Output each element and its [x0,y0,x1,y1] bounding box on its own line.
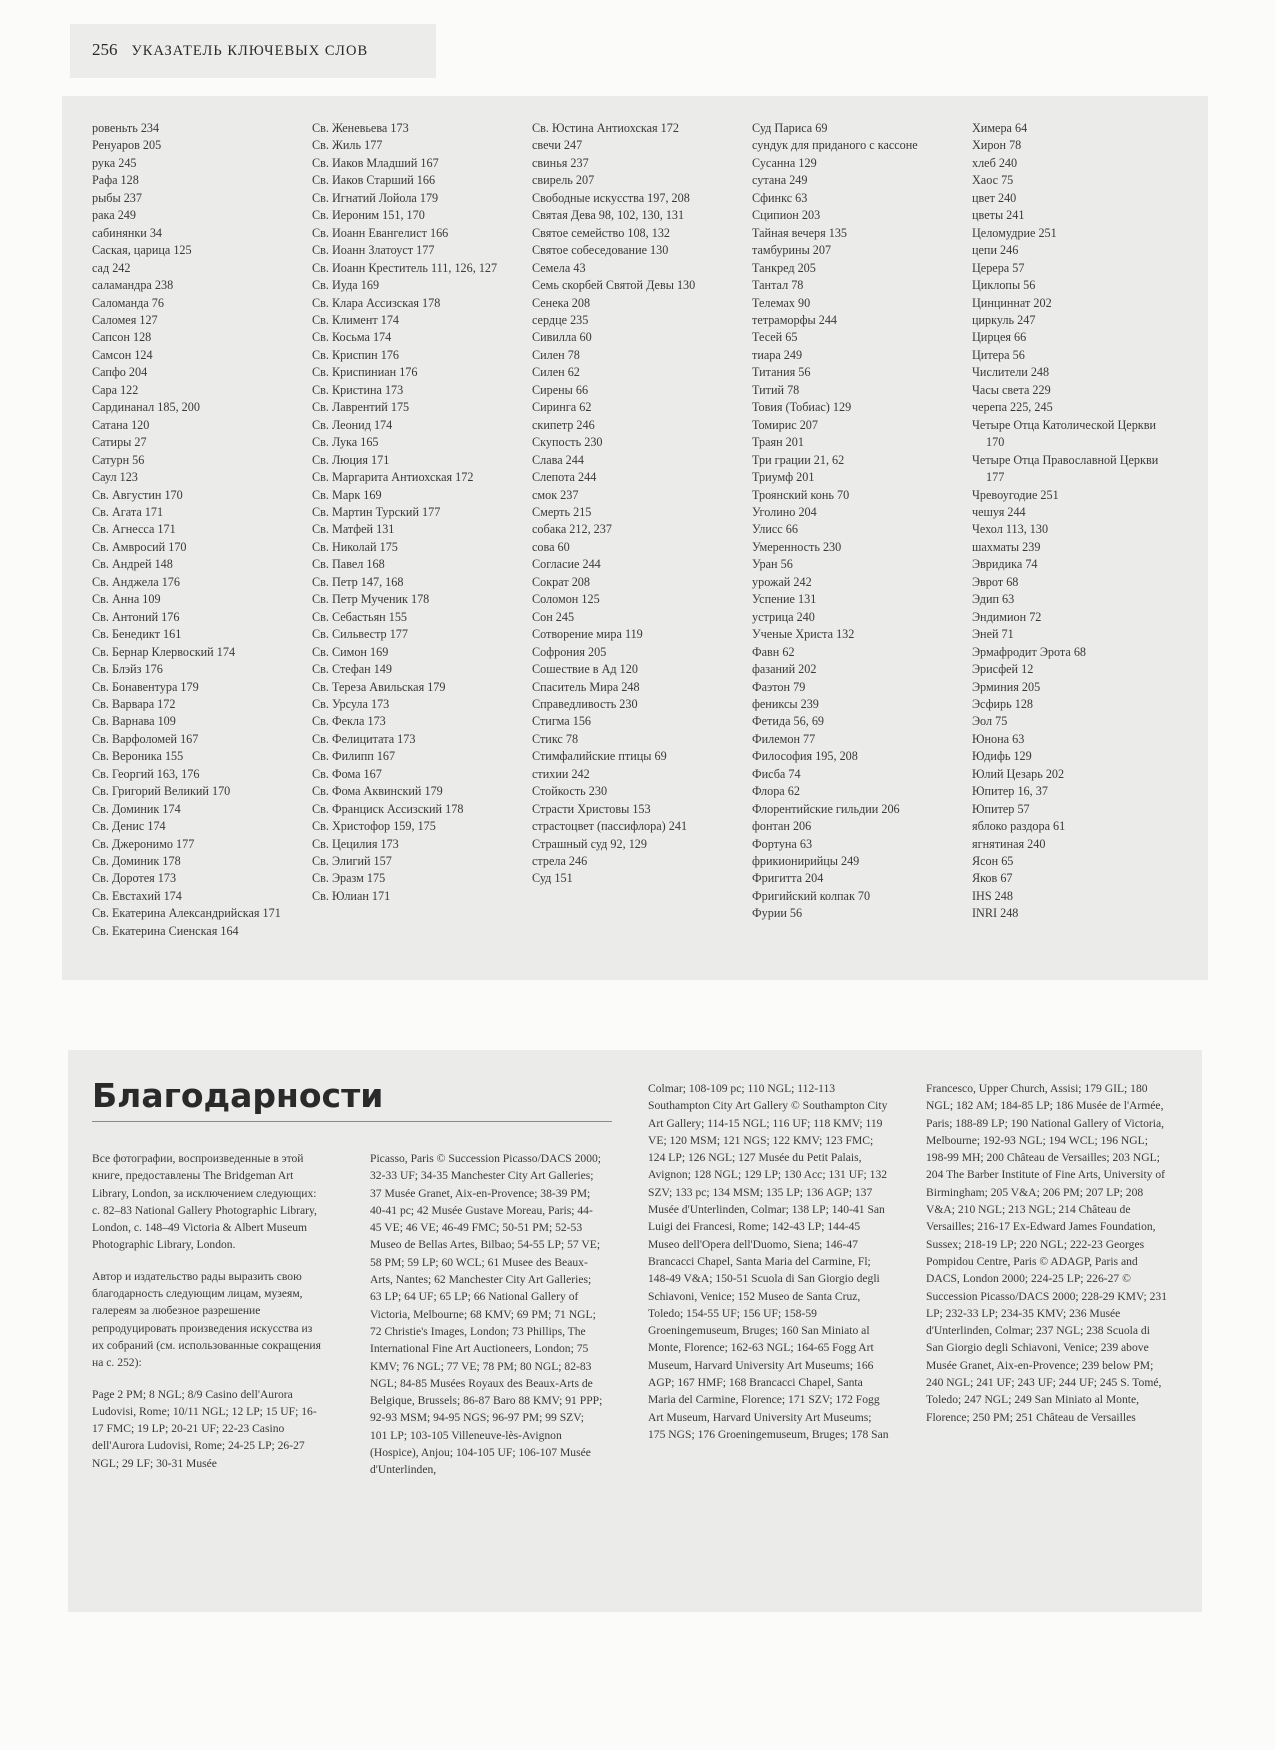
index-entry: Сенека 208 [532,295,591,310]
index-entry: Св. Доминик 178 [92,854,181,869]
index-entry: Телемах 90 [752,295,811,310]
index-entry: Четыре Отца Католической Церкви 170 [972,417,1156,450]
index-entry: Фаэтон 79 [752,679,806,694]
index-entry: Философия 195, 208 [752,749,858,764]
index-entry: Св. Клара Ассизская 178 [312,295,441,310]
index-panel [62,96,1208,980]
index-entry: Св. Тереза Авильская 179 [312,679,446,694]
index-entry: Св. Джеронимо 177 [92,836,195,851]
index-entry: сердце 235 [532,312,589,327]
index-entry: Фригитта 204 [752,871,824,886]
index-entry: Силен 62 [532,365,580,380]
index-entry: Св. Женевьева 173 [312,121,409,135]
index-entry: свинья 237 [532,155,589,170]
index-entry: Соломон 125 [532,592,600,607]
index-entry: Св. Денис 174 [92,819,166,834]
acknowledgements-paragraph: Picasso, Paris © Succession Picasso/DACS 2000; 32-33 UF; 34-35 Manchester City Art Galleries; 37 Musée Granet, Aix-en-Provence; 38-39 PM; 40-41 pc; 42 Musée Gustave Moreau, Paris; 44-45 VE; 46 VE; 46-49 FMC; 50-51 PM; 52-53 Museo de Bellas Artes, Bilbao; 54-55 LP; 57 VE; 58 PM; 59 LP; 60 WCL; 61 Musee des Beaux-Arts, Nantes; 62 Manchester City Art Galleries; 63 LP; 64 UF; 65 LP; 66 National Gallery of Victoria, Melbourne; 68 KMV; 69 PM; 71 NGL; 72 Christie's Images, London; 73 Phillips, The International Fine Art Auctioneers, London; 75 KMV; 76 NGL; 77 VE; 78 PM; 80 NGL; 82-83 NGL; 84-85 Musées Royaux des Beaux-Arts de Belgique, Brussels; 86-87 Baro 88 KMV; 91 PPP; 92-93 MSM; 94-95 NGS; 96-97 PM; 99 SZV; 101 LP; 103-105 Villeneuve-lès-Avignon (Hospice), Anjou; 104-105 UF; 106-107 Musée d'Unterlinden, [370,1152,603,1477]
acknowledgements-panel [68,1050,1202,1612]
index-entry: Томирис 207 [752,417,818,432]
index-entry: Св. Люция 171 [312,452,390,467]
index-entry: Св. Марк 169 [312,487,382,502]
index-entry: урожай 242 [752,574,812,589]
index-entry: Семела 43 [532,260,586,275]
index-entry: IHS 248 [972,888,1013,903]
index-entry: Св. Агнесса 171 [92,522,176,537]
index-entry: сад 242 [92,260,131,275]
index-column-5 [972,120,1172,923]
index-entry: чешуя 244 [972,504,1026,519]
index-entry: Тесей 65 [752,330,798,345]
index-entry: Фурии 56 [752,906,803,921]
index-entry: Св. Варвара 172 [92,696,176,711]
index-entry: Циклопы 56 [972,278,1036,293]
index-entry: Стимфалийские птицы 69 [532,749,667,764]
index-entry: свечи 247 [532,138,583,153]
index-entry: рыбы 237 [92,190,142,205]
index-entry: Св. Иоанн Креститель 111, 126, 127 [312,260,498,275]
index-entry: Св. Леонид 174 [312,417,393,432]
index-entry: Ученые Христа 132 [752,627,855,642]
index-entry: Св. Бенедикт 161 [92,627,182,642]
index-entry: Сатурн 56 [92,452,145,467]
index-entry: Св. Доротея 173 [92,871,177,886]
index-entry: Св. Иаков Младший 167 [312,155,439,170]
index-entry: Св. Юстина Антиохская 172 [532,121,679,135]
index-entry: Фетида 56, 69 [752,714,825,729]
index-entry: Титания 56 [752,365,811,380]
index-entry: Числители 248 [972,365,1050,380]
index-entry: Юлий Цезарь 202 [972,766,1065,781]
index-entry: цвет 240 [972,190,1017,205]
index-entry: Св. Екатерина Сиенская 164 [92,923,239,938]
index-column-4 [752,120,952,923]
index-column-3 [532,120,732,888]
index-entry: Яков 67 [972,871,1013,886]
index-entry: Филемон 77 [752,731,816,746]
index-entry: Св. Петр 147, 168 [312,574,404,589]
index-entry: Успение 131 [752,592,817,607]
index-entry: Св. Климент 174 [312,312,400,327]
index-entry: Сотворение мира 119 [532,627,643,642]
index-entry: Св. Урсула 173 [312,696,390,711]
index-entry: Св. Андрей 148 [92,557,173,572]
index-entry: Св. Кристина 173 [312,382,404,397]
index-entry: тиара 249 [752,347,803,362]
index-entry: Св. Лука 165 [312,435,379,450]
index-entry: Сардинанал 185, 200 [92,400,200,415]
index-entry: сутана 249 [752,173,808,188]
index-entry: Сапфо 204 [92,365,148,380]
index-entry: Товия (Тобиас) 129 [752,400,852,415]
index-entry: Фисба 74 [752,766,801,781]
index-entry: Св. Фелицитата 173 [312,731,416,746]
index-entry: циркуль 247 [972,312,1036,327]
index-entry: саламандра 238 [92,278,174,293]
index-entry: Рафа 128 [92,173,139,188]
index-entry: Св. Лаврентий 175 [312,400,410,415]
index-entry: Стикс 78 [532,731,579,746]
index-entry: Св. Франциск Ассизский 178 [312,801,464,816]
index-entry: стихии 242 [532,766,590,781]
index-entry: Ясон 65 [972,854,1014,869]
index-entry: Св. Августин 170 [92,487,183,502]
index-entry: Св. Цецилия 173 [312,836,399,851]
index-entry: сундук для приданого с кассоне [752,138,918,153]
acknowledgements-column-2 [370,1150,604,1493]
index-entry: Хирон 78 [972,138,1022,153]
acknowledgements-column-3 [648,1080,890,1457]
index-entry: Св. Антоний 176 [92,609,180,624]
index-entry: черепа 225, 245 [972,400,1053,415]
index-entry: Титий 78 [752,382,800,397]
index-entry: фрикионирийцы 249 [752,854,860,869]
index-entry: Триумф 201 [752,470,815,485]
index-entry: Эврот 68 [972,574,1019,589]
index-entry: Эдип 63 [972,592,1015,607]
index-entry: Св. Доминик 174 [92,801,181,816]
index-entry: Свободные искусства 197, 208 [532,190,690,205]
index-entry: ягнятиная 240 [972,836,1046,851]
index-entry: Цирцея 66 [972,330,1027,345]
acknowledgements-paragraph: Все фотографии, воспроизведенные в этой книге, предоставлены The Bridgeman Art Library, London, за исключением следующих: с. 82–83 National Gallery Photographic Library, London, с. 148–49 Victoria & Albert Museum Photographic Library, London. [92,1152,317,1252]
index-entry: Св. Амвросий 170 [92,539,187,554]
acknowledgements-paragraph: Page 2 PM; 8 NGL; 8/9 Casino dell'Aurora Ludovisi, Rome; 10/11 NGL; 12 LP; 15 UF; 16-17 FMC; 19 LP; 20-21 UF; 22-23 Casino dell'Aurora Ludovisi, Rome; 24-25 LP; 26-27 NGL; 29 LF; 30-31 Musée [92,1387,317,1470]
index-entry: Чехол 113, 130 [972,522,1049,537]
index-entry: Сфинкс 63 [752,190,808,205]
index-entry: Св. Агата 171 [92,504,164,519]
index-entry: Св. Блэйз 176 [92,662,163,677]
index-column-1 [92,120,292,940]
index-entry: Самсон 124 [92,347,153,362]
index-entry: сабинянки 34 [92,225,163,240]
acknowledgements-title: Благодарности [92,1076,612,1122]
index-entry: Сусанна 129 [752,155,817,170]
index-entry: фазаний 202 [752,662,817,677]
index-entry: Скупость 230 [532,435,603,450]
index-entry: Сципион 203 [752,208,821,223]
index-entry: яблоко раздора 61 [972,819,1066,834]
index-entry: Сара 122 [92,382,139,397]
index-entry: Церера 57 [972,260,1025,275]
index-entry: Св. Анна 109 [92,592,161,607]
index-entry: Спаситель Мира 248 [532,679,640,694]
index-entry: Фригийский колпак 70 [752,888,871,903]
index-entry: Св. Сильвестр 177 [312,627,408,642]
index-entry: Саул 123 [92,470,138,485]
index-entry: Тайная вечеря 135 [752,225,848,240]
index-entry: стрела 246 [532,854,588,869]
index-entry: хлеб 240 [972,155,1018,170]
index-entry: Св. Екатерина Александрийская 171 [92,906,281,921]
index-entry: Три грации 21, 62 [752,452,845,467]
index-entry: Юпитер 57 [972,801,1030,816]
acknowledgements-paragraph: Francesco, Upper Church, Assisi; 179 GIL; 180 NGL; 182 AM; 184-85 LP; 186 Musée de l'Armée, Paris; 188-89 LP; 190 National Gallery of Victoria, Melbourne; 192-93 NGL; 194 WCL; 196 NGL; 198-99 MH; 200 Château de Versailles; 203 NGL; 204 The Barber Institute of Fine Arts, University of Birmingham; 205 V&A; 206 PM; 207 LP; 208 V&A; 210 NGL; 213 NGL; 214 Château de Versailles; 216-17 Ex-Edward James Foundation, Sussex; 218-19 LP; 220 NGL; 222-23 Georges Pompidou Centre, Paris © ADAGP, Paris and DACS, London 2000; 224-25 LP; 226-27 © Succession Picasso/DACS 2000; 228-29 KMV; 231 LP; 232-33 LP; 234-35 KMV; 236 Musée d'Unterlinden, Colmar; 237 NGL; 238 Scuola di San Giorgio degli Schiavoni, Venice; 239 above Musée Granet, Aix-en-Provence; 239 below PM; 240 NGL; 241 UF; 243 UF; 244 UF; 245 S. Tomé, Toledo; 247 NGL; 249 San Miniato al Monte, Florence; 250 PM; 251 Château de Versailles [926,1082,1168,1424]
index-entry: Флорентийские гильдии 206 [752,801,900,816]
index-entry: Св. Анджела 176 [92,574,180,589]
index-entry: страстоцвет (пассифлора) 241 [532,819,688,834]
index-entry: Св. Филипп 167 [312,749,396,764]
index-entry: цветы 241 [972,208,1025,223]
index-entry: ровеньть 234 [92,121,160,135]
index-entry: Смерть 215 [532,504,592,519]
index-entry: собака 212, 237 [532,522,612,537]
index-entry: Слава 244 [532,452,584,467]
index-entry: Суд 151 [532,871,573,886]
acknowledgements-paragraph: Автор и издательство рады выразить свою благодарность следующим лицам, музеям, галереям за любезное разрешение репродуцировать произведения искусства из их собраний (см. использованные сокращения на с. 252): [92,1269,321,1370]
index-entry: Сирены 66 [532,382,589,397]
index-entry: Сатиры 27 [92,435,147,450]
running-title: УКАЗАТЕЛЬ КЛЮЧЕВЫХ СЛОВ [131,43,369,59]
index-entry: Святая Дева 98, 102, 130, 131 [532,208,685,223]
index-entry: смок 237 [532,487,579,502]
index-entry: Эрмафродит Эрота 68 [972,644,1087,659]
index-entry: Сократ 208 [532,574,590,589]
index-entry: Сошествие в Ад 120 [532,662,638,677]
index-entry: Св. Бонавентура 179 [92,679,199,694]
index-entry: Эрминия 205 [972,679,1041,694]
index-entry: Траян 201 [752,435,804,450]
index-entry: Уголино 204 [752,504,817,519]
index-entry: сова 60 [532,539,570,554]
index-entry: Св. Петр Мученик 178 [312,592,430,607]
page-number: 256 [92,40,118,59]
index-entry: Страсти Христовы 153 [532,801,651,816]
index-entry: Сивилла 60 [532,330,592,345]
index-entry: Улисс 66 [752,522,798,537]
index-entry: Сапсон 128 [92,330,152,345]
index-entry: Св. Варнава 109 [92,714,176,729]
index-entry: Св. Евстахий 174 [92,888,182,903]
index-entry: рака 249 [92,208,136,223]
index-entry: скипетр 246 [532,417,595,432]
index-entry: Эол 75 [972,714,1008,729]
acknowledgements-paragraph: Colmar; 108-109 pc; 110 NGL; 112-113 Southampton City Art Gallery © Southampton City Art Gallery; 114-15 NGL; 116 UF; 118 KMV; 119 VE; 120 MSM; 121 NGS; 122 KMV; 123 FMC; 124 LP; 126 NGL; 127 Musée du Petit Palais, Avignon; 128 NGL; 129 LP; 130 Acc; 131 UF; 132 SZV; 133 pc; 134 MSM; 135 LP; 136 AGP; 137 Musée d'Unterlinden, Colmar; 138 LP; 140-41 San Luigi dei Francesi, Rome; 142-43 LP; 144-45 Museo dell'Opera dell'Duomo, Siena; 146-47 Brancacci Chapel, Santa Maria del Carmine, Fl; 148-49 V&A; 150-51 Scuola di San Giorgio degli Schiavoni, Venice; 152 Museo de Santa Cruz, Toledo; 154-55 UF; 156 UF; 158-59 Groeningemuseum, Bruges; 160 San Miniato al Monte, Florence; 162-63 NGL; 164-65 Fogg Art Museum, Harvard University Art Museums; 166 AGP; 167 HMF; 168 Brancacci Chapel, Santa Maria del Carmine, Florence; 171 SZV; 172 Fogg Art Museum, Harvard University Art Museums; 175 NGS; 176 Groeningemuseum, Bruges; 178 San [648,1082,889,1441]
index-entry: Юнона 63 [972,731,1025,746]
index-entry: Семь скорбей Святой Девы 130 [532,278,696,293]
running-header [70,24,436,78]
index-entry: Св. Криспиниан 176 [312,365,418,380]
index-entry: Св. Игнатий Лойола 179 [312,190,439,205]
index-entry: Св. Иероним 151, 170 [312,208,425,223]
index-entry: Св. Мартин Турский 177 [312,504,441,519]
index-entry: Эвридика 74 [972,557,1038,572]
index-entry: Юдифь 129 [972,749,1032,764]
index-entry: INRI 248 [972,906,1019,921]
index-entry: Св. Фома Аквинский 179 [312,784,443,799]
index-entry: Св. Криспин 176 [312,347,400,362]
index-entry: Химера 64 [972,121,1028,135]
index-column-2 [312,120,512,905]
index-entry: Тантал 78 [752,278,804,293]
index-entry: Саломанда 76 [92,295,164,310]
index-entry: Св. Юлиан 171 [312,888,391,903]
index-entry: Св. Георгий 163, 176 [92,766,200,781]
index-entry: Сиринга 62 [532,400,592,415]
index-entry: Св. Фекла 173 [312,714,386,729]
index-entry: Св. Иуда 169 [312,278,380,293]
index-entry: Юпитер 16, 37 [972,784,1048,799]
index-entry: Стигма 156 [532,714,592,729]
index-entry: Св. Стефан 149 [312,662,392,677]
index-entry: Св. Жиль 177 [312,138,383,153]
index-entry: Св. Павел 168 [312,557,385,572]
index-entry: Стойкость 230 [532,784,608,799]
index-entry: фениксы 239 [752,696,819,711]
index-entry: шахматы 239 [972,539,1041,554]
index-entry: Умеренность 230 [752,539,842,554]
index-entry: тетраморфы 244 [752,312,838,327]
index-entry: Святое семейство 108, 132 [532,225,671,240]
index-entry: Фавн 62 [752,644,795,659]
index-entry: Фортуна 63 [752,836,813,851]
acknowledgements-column-1 [92,1150,324,1486]
index-entry: Св. Эразм 175 [312,871,386,886]
index-entry: Согласие 244 [532,557,601,572]
index-entry: Св. Маргарита Антиохская 172 [312,470,474,485]
index-entry: Св. Иоанн Евангелист 166 [312,225,449,240]
index-entry: Флора 62 [752,784,800,799]
index-entry: Св. Иоанн Златоуст 177 [312,243,435,258]
index-entry: устрица 240 [752,609,815,624]
index-entry: Троянский конь 70 [752,487,850,502]
index-entry: Справедливость 230 [532,696,638,711]
index-entry: фонтан 206 [752,819,812,834]
index-entry: Сон 245 [532,609,575,624]
index-entry: Св. Николай 175 [312,539,398,554]
index-entry: Св. Вероника 155 [92,749,184,764]
index-entry: Слепота 244 [532,470,597,485]
index-entry: Св. Иаков Старший 166 [312,173,436,188]
index-entry: Саская, царица 125 [92,243,192,258]
index-entry: Цитера 56 [972,347,1025,362]
index-entry: Эней 71 [972,627,1014,642]
index-entry: Св. Варфоломей 167 [92,731,199,746]
index-entry: Св. Бернар Клервоский 174 [92,644,236,659]
index-entry: Св. Христофор 159, 175 [312,819,436,834]
index-entry: Св. Симон 169 [312,644,389,659]
index-entry: Цинциннат 202 [972,295,1052,310]
index-entry: Св. Элигий 157 [312,854,392,869]
index-entry: Эсфирь 128 [972,696,1034,711]
index-entry: Уран 56 [752,557,793,572]
index-entry: Св. Матфей 131 [312,522,395,537]
index-entry: Чревоугодие 251 [972,487,1059,502]
index-entry: Софрония 205 [532,644,607,659]
index-entry: Эндимион 72 [972,609,1042,624]
index-entry: Св. Себастьян 155 [312,609,408,624]
index-entry: Четыре Отца Православной Церкви 177 [972,452,1159,485]
acknowledgements-column-4 [926,1080,1168,1440]
index-entry: цепи 246 [972,243,1019,258]
index-entry: Сатана 120 [92,417,150,432]
index-entry: Часы света 229 [972,382,1051,397]
index-entry: Ренуаров 205 [92,138,162,153]
index-entry: Св. Григорий Великий 170 [92,784,231,799]
index-entry: тамбурины 207 [752,243,832,258]
index-entry: Святое собеседование 130 [532,243,669,258]
index-entry: свирель 207 [532,173,595,188]
index-entry: Св. Фома 167 [312,766,382,781]
index-entry: Целомудрие 251 [972,225,1057,240]
index-entry: Танкред 205 [752,260,816,275]
index-entry: Силен 78 [532,347,580,362]
index-entry: Суд Париса 69 [752,121,828,135]
index-entry: Хаос 75 [972,173,1014,188]
index-entry: Саломея 127 [92,312,158,327]
index-entry: Страшный суд 92, 129 [532,836,647,851]
index-entry: рука 245 [92,155,137,170]
index-entry: Эрисфей 12 [972,662,1034,677]
index-entry: Св. Косьма 174 [312,330,392,345]
